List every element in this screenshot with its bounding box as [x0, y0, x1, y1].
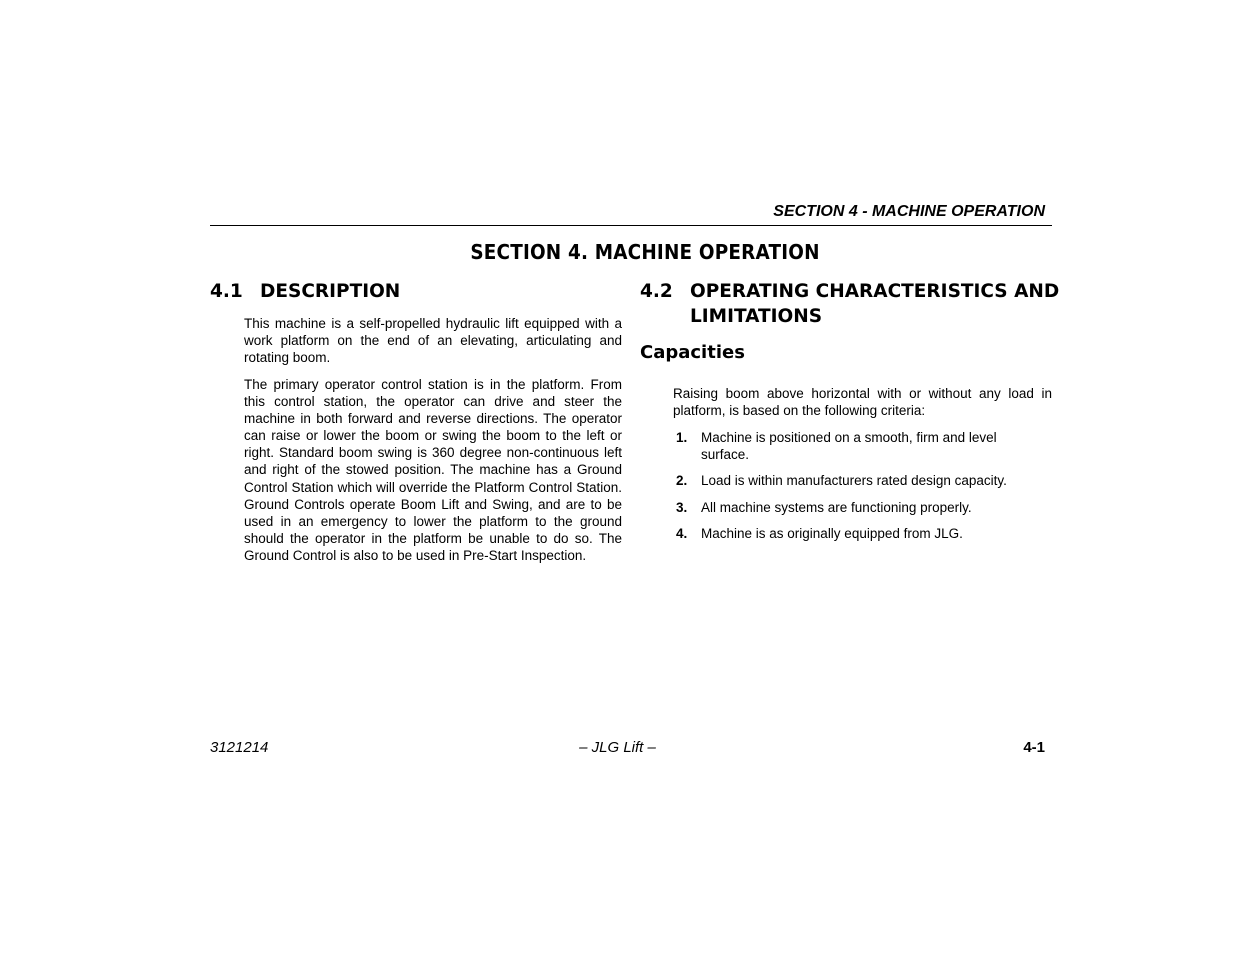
- subheading-capacities: Capacities: [640, 342, 745, 363]
- list-text: Load is within manufacturers rated design capacity.: [701, 473, 1007, 488]
- page-title: SECTION 4. MACHINE OPERATION: [470, 240, 820, 264]
- section-heading-operating: [640, 279, 1060, 329]
- footer-page-number: 4-1: [1023, 739, 1045, 756]
- list-number: 2.: [676, 473, 688, 488]
- list-number: 1.: [676, 430, 688, 445]
- list-text: Machine is as originally equipped from JLG.: [701, 526, 963, 541]
- capacities-intro: Raising boom above horizontal with or without any load in platform, is based on the following criteria:: [673, 386, 1052, 419]
- list-number: 3.: [676, 500, 688, 515]
- description-paragraph-1: This machine is a self-propelled hydraulic lift equipped with a work platform on the end of an elevating, articulating and rotating boom.: [244, 316, 622, 366]
- list-text: All machine systems are functioning properly.: [701, 500, 972, 515]
- section-number: 4.2: [640, 281, 673, 302]
- section-title: DESCRIPTION: [260, 281, 401, 302]
- list-number: 4.: [676, 526, 688, 541]
- section-title-line-1: OPERATING CHARACTERISTICS AND: [690, 281, 1060, 302]
- section-number: 4.1: [210, 281, 243, 302]
- footer-center: – JLG Lift –: [579, 739, 656, 756]
- description-paragraph-2: The primary operator control station is in the platform. From this control station, the operator can drive and steer the machine in both forward and reverse directions. The operator can raise or lower the boom or swing the boom to the left or right. Standard boom swing is 360 degree non-continuous left and right of the stowed position. The machine has a Ground Control Station which will override the Platform Control Station. Ground Controls operate Boom Lift and Swing, and are to be used in an emergency to lower the platform to the ground should the operator in the platform be unable to do so. The Ground Control is also to be used in Pre-Start Inspection.: [244, 377, 622, 563]
- section-heading-description: [210, 279, 630, 304]
- section-title-line-2: LIMITATIONS: [690, 306, 823, 327]
- header-divider: [210, 225, 1052, 226]
- list-text: Machine is positioned on a smooth, firm and level surface.: [701, 430, 997, 463]
- running-header: SECTION 4 - MACHINE OPERATION: [773, 203, 1045, 220]
- footer-doc-number: 3121214: [210, 739, 269, 756]
